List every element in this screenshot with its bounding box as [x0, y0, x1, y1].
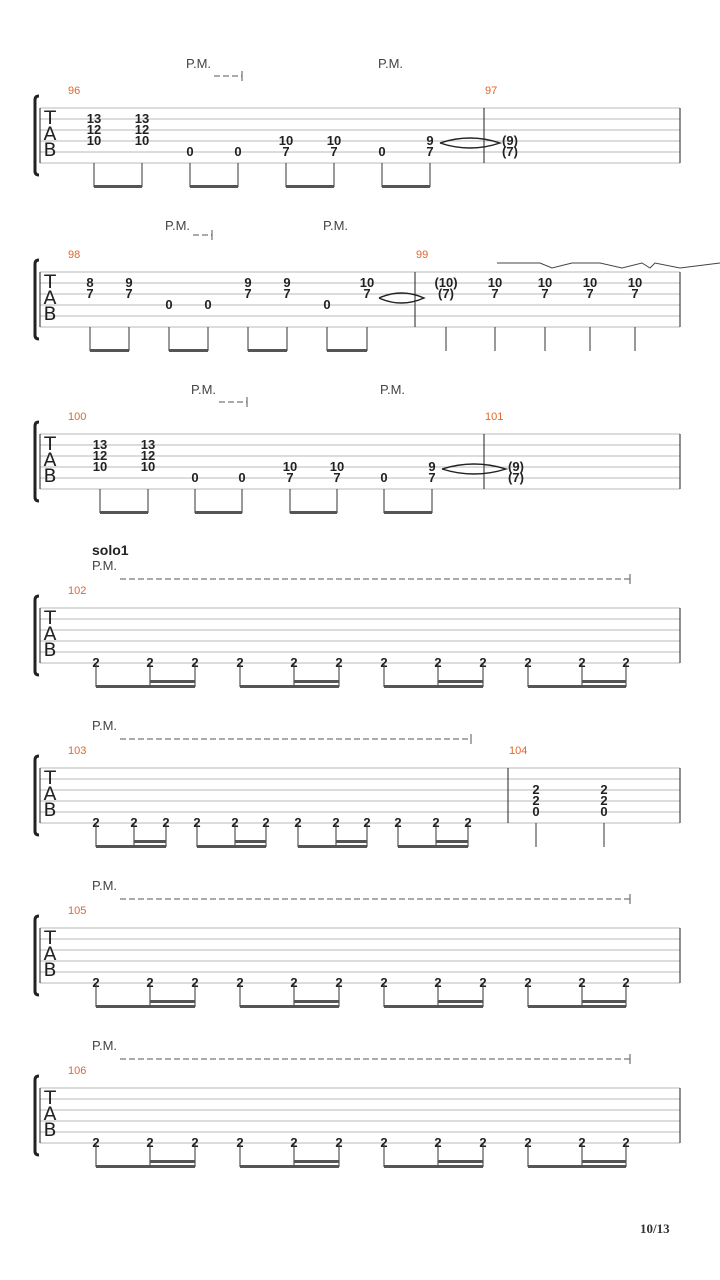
fret-number: 2 [335, 975, 343, 990]
beam [382, 185, 430, 188]
fret-number: (7) [502, 144, 518, 159]
fret-number: 9 [428, 459, 436, 474]
beam [436, 840, 468, 843]
section-label: solo1 [92, 542, 129, 558]
fret-number: 0 [378, 144, 386, 159]
fret-number: 9 [426, 133, 434, 148]
palm-mute-label: P.M. [380, 382, 406, 397]
beam [438, 1000, 483, 1003]
fret-number: 2 [193, 815, 201, 830]
fret-number: 2 [464, 815, 472, 830]
beam [94, 185, 142, 188]
fret-number: 2 [578, 975, 586, 990]
fret-number: 7 [428, 470, 436, 485]
fret-number: 2 [191, 655, 199, 670]
measure-number: 98 [68, 249, 81, 261]
measure-number: 103 [68, 745, 87, 757]
fret-number: 13 [134, 111, 150, 126]
fret-number: 2 [524, 975, 532, 990]
beam [235, 840, 266, 843]
beam [150, 1000, 195, 1003]
tab-clef-letter: A [43, 943, 57, 965]
tab-clef-letter: A [43, 783, 57, 805]
beam [96, 685, 195, 688]
beam [134, 840, 166, 843]
system-bracket [35, 1076, 39, 1155]
fret-number: 10 [487, 275, 503, 290]
fret-number: 0 [165, 297, 173, 312]
fret-number: 7 [244, 286, 252, 301]
fret-number: 7 [283, 286, 291, 301]
fret-number: 2 [363, 815, 371, 830]
tab-clef-letter: T [44, 927, 56, 949]
palm-mute-label: P.M. [92, 558, 118, 573]
fret-number: 2 [432, 815, 440, 830]
fret-number: 7 [491, 286, 499, 301]
fret-number: 7 [631, 286, 639, 301]
fret-number: 0 [234, 144, 242, 159]
fret-number: 2 [146, 655, 154, 670]
fret-number: 2 [394, 815, 402, 830]
measure-number: 100 [68, 411, 87, 423]
fret-number: 7 [363, 286, 371, 301]
fret-number: 13 [86, 111, 102, 126]
tab-clef-letter: A [43, 287, 57, 309]
fret-number: 13 [92, 437, 108, 452]
fret-number: 0 [380, 470, 388, 485]
fret-number: 2 [290, 1135, 298, 1150]
tab-clef-letter: A [43, 123, 57, 145]
fret-number: 2 [479, 975, 487, 990]
fret-number: 2 [622, 655, 630, 670]
fret-number: 2 [578, 655, 586, 670]
beam [248, 349, 287, 352]
measure-number: 101 [485, 411, 504, 423]
beam [96, 1005, 195, 1008]
fret-number: 7 [125, 286, 133, 301]
beam [90, 349, 129, 352]
system-bracket [35, 96, 39, 175]
tie-curve [442, 464, 506, 474]
beam [398, 845, 468, 848]
beam [240, 1165, 339, 1168]
beam [290, 511, 337, 514]
fret-number: 2 [236, 975, 244, 990]
fret-number: 2 [231, 815, 239, 830]
tab-clef-letter: A [43, 1103, 57, 1125]
tab-system [35, 56, 680, 188]
fret-number: 7 [333, 470, 341, 485]
beam [100, 511, 148, 514]
fret-number: 8 [86, 275, 94, 290]
tab-clef-letter: B [43, 465, 57, 487]
system-bracket [35, 916, 39, 995]
tab-clef-letter: T [44, 107, 56, 129]
fret-number: 2 [622, 975, 630, 990]
fret-number: 7 [282, 144, 290, 159]
fret-number: 2 [332, 815, 340, 830]
tab-clef-letter: B [43, 639, 57, 661]
tab-clef-letter: B [43, 1119, 57, 1141]
tab-clef-letter: B [43, 799, 57, 821]
beam [286, 185, 334, 188]
palm-mute-label: P.M. [92, 878, 118, 893]
tab-clef-letter: T [44, 767, 56, 789]
fret-number: 2 [335, 1135, 343, 1150]
fret-number: 7 [541, 286, 549, 301]
fret-number: 10 [329, 459, 345, 474]
beam [384, 685, 483, 688]
fret-number: 2 [290, 655, 298, 670]
tab-clef-letter: A [43, 449, 57, 471]
beam [150, 1160, 195, 1163]
fret-number: 2 [236, 1135, 244, 1150]
fret-number: 10 [278, 133, 294, 148]
beam [190, 185, 238, 188]
fret-number: 2 [92, 975, 100, 990]
fret-number: 2 [524, 655, 532, 670]
fret-number: 2 [578, 1135, 586, 1150]
fret-number: (10) [434, 275, 458, 290]
beam [582, 680, 626, 683]
fret-number: (9) [502, 133, 518, 148]
beam [438, 680, 483, 683]
fret-number: 2 [92, 815, 100, 830]
fret-number: 2 [290, 975, 298, 990]
system-bracket [35, 260, 39, 339]
fret-number: 2 [600, 782, 608, 797]
beam [195, 511, 242, 514]
fret-number: 7 [286, 470, 294, 485]
palm-mute-label: P.M. [191, 382, 217, 397]
palm-mute-label: P.M. [92, 1038, 118, 1053]
beam [384, 511, 432, 514]
fret-number: 2 [191, 975, 199, 990]
beam [150, 680, 195, 683]
beam [197, 845, 266, 848]
fret-number: 2 [146, 1135, 154, 1150]
beam [336, 840, 367, 843]
beam [169, 349, 208, 352]
measure-number: 96 [68, 85, 81, 97]
fret-number: 2 [434, 655, 442, 670]
fret-number: 2 [479, 655, 487, 670]
fret-number: 2 [146, 975, 154, 990]
fret-number: 9 [283, 275, 291, 290]
fret-number: 2 [479, 1135, 487, 1150]
system-bracket [35, 756, 39, 835]
fret-number: 2 [335, 655, 343, 670]
palm-mute-label: P.M. [323, 218, 349, 233]
tab-system [35, 542, 680, 688]
fret-number: 0 [204, 297, 212, 312]
fret-number: 2 [434, 1135, 442, 1150]
fret-number: 10 [282, 459, 298, 474]
fret-number: 7 [586, 286, 594, 301]
beam [96, 845, 166, 848]
measure-number: 105 [68, 905, 87, 917]
fret-number: 2 [92, 1135, 100, 1150]
fret-number: 12 [134, 122, 150, 137]
fret-number: (9) [508, 459, 524, 474]
fret-number: 2 [380, 655, 388, 670]
measure-number: 104 [509, 745, 528, 757]
fret-number: 0 [191, 470, 199, 485]
fret-number: 2 [191, 1135, 199, 1150]
fret-number: 10 [359, 275, 375, 290]
tab-clef-letter: B [43, 303, 57, 325]
fret-number: 10 [86, 133, 102, 148]
fret-number: 7 [330, 144, 338, 159]
page-number: 10/13 [640, 1221, 670, 1236]
tab-system [35, 878, 680, 1008]
fret-number: 2 [524, 1135, 532, 1150]
fret-number: 9 [244, 275, 252, 290]
vibrato-line [497, 263, 720, 268]
tie-curve [440, 138, 500, 148]
system-bracket [35, 422, 39, 501]
measure-number: 97 [485, 85, 498, 97]
beam [327, 349, 367, 352]
beam [528, 1165, 626, 1168]
fret-number: 12 [92, 448, 108, 463]
fret-number: 12 [86, 122, 102, 137]
beam [528, 1005, 626, 1008]
beam [384, 1005, 483, 1008]
fret-number: 2 [434, 975, 442, 990]
fret-number: 10 [92, 459, 108, 474]
system-bracket [35, 596, 39, 675]
measure-number: 99 [416, 249, 429, 261]
fret-number: 2 [236, 655, 244, 670]
beam [582, 1000, 626, 1003]
fret-number: 0 [186, 144, 194, 159]
beam [294, 1000, 339, 1003]
fret-number: 10 [627, 275, 643, 290]
fret-number: 10 [537, 275, 553, 290]
fret-number: 12 [140, 448, 156, 463]
tab-clef-letter: B [43, 959, 57, 981]
fret-number: 2 [92, 655, 100, 670]
beam [298, 845, 367, 848]
tab-clef-letter: T [44, 433, 56, 455]
fret-number: 2 [600, 793, 608, 808]
tab-clef-letter: B [43, 139, 57, 161]
fret-number: 7 [86, 286, 94, 301]
tab-system [35, 1038, 680, 1168]
fret-number: 10 [140, 459, 156, 474]
fret-number: (7) [508, 470, 524, 485]
tab-system [35, 218, 720, 352]
palm-mute-label: P.M. [165, 218, 191, 233]
fret-number: 10 [326, 133, 342, 148]
fret-number: 0 [600, 804, 608, 819]
beam [96, 1165, 195, 1168]
palm-mute-label: P.M. [186, 56, 212, 71]
tab-clef-letter: T [44, 607, 56, 629]
fret-number: 2 [532, 782, 540, 797]
tab-clef-letter: T [44, 1087, 56, 1109]
beam [438, 1160, 483, 1163]
tab-clef-letter: A [43, 623, 57, 645]
fret-number: 0 [323, 297, 331, 312]
fret-number: 10 [582, 275, 598, 290]
fret-number: (7) [438, 286, 454, 301]
fret-number: 2 [162, 815, 170, 830]
fret-number: 2 [130, 815, 138, 830]
fret-number: 10 [134, 133, 150, 148]
palm-mute-label: P.M. [378, 56, 404, 71]
measure-number: 102 [68, 585, 87, 597]
beam [384, 1165, 483, 1168]
fret-number: 2 [532, 793, 540, 808]
beam [582, 1160, 626, 1163]
fret-number: 13 [140, 437, 156, 452]
tab-clef-letter: T [44, 271, 56, 293]
beam [528, 685, 626, 688]
fret-number: 2 [262, 815, 270, 830]
beam [294, 1160, 339, 1163]
fret-number: 2 [380, 975, 388, 990]
fret-number: 2 [380, 1135, 388, 1150]
tab-system [35, 382, 680, 514]
fret-number: 2 [622, 1135, 630, 1150]
fret-number: 0 [238, 470, 246, 485]
beam [240, 685, 339, 688]
tab-system [35, 718, 680, 848]
fret-number: 9 [125, 275, 133, 290]
fret-number: 7 [426, 144, 434, 159]
palm-mute-label: P.M. [92, 718, 118, 733]
beam [294, 680, 339, 683]
fret-number: 2 [294, 815, 302, 830]
beam [240, 1005, 339, 1008]
measure-number: 106 [68, 1065, 87, 1077]
fret-number: 0 [532, 804, 540, 819]
